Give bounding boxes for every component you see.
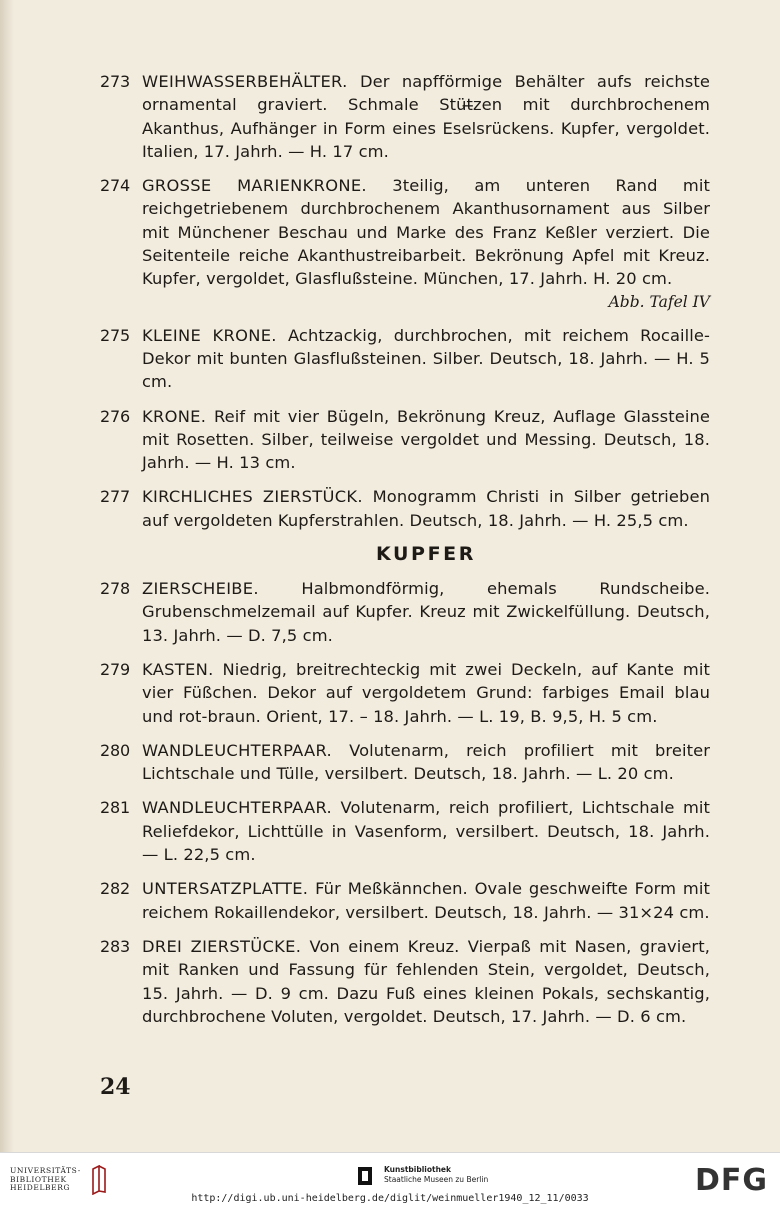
kunstbibliothek-subtitle: Staatliche Museen zu Berlin bbox=[384, 1175, 489, 1184]
entry-description: 3teilig, am unteren Rand mit reichgetriebenem durchbrochenem Akanthusornament aus Silber mit Münchener Beschau und Marke des Franz Keßler verziert. Die Seitenteile reiche Akanthustreibarbeit. Bekrönung Apfel mit Kreuz. Kupfer, vergoldet, Glasflußsteine. München, 17. Jahrh. H. 20 cm. bbox=[142, 176, 710, 289]
entry-description: Für Meßkännchen. Ovale geschweifte Form mit reichem Rokaillendekor, versilbert. Deutsch, 18. Jahrh. — 31×24 cm. bbox=[142, 879, 710, 922]
entry-title: ZIERSCHEIBE. bbox=[142, 579, 259, 599]
entry-text bbox=[142, 485, 710, 532]
entry-title: WEIHWASSERBEHÄLTER. bbox=[142, 72, 348, 91]
entry-title: KIRCHLICHES ZIERSTÜCK. bbox=[142, 487, 363, 507]
entry-title: WANDLEUCHTERPAAR. bbox=[142, 740, 333, 760]
entry-title: KASTEN. bbox=[142, 659, 214, 679]
catalogue-entry-276 bbox=[100, 405, 710, 475]
entry-title: DREI ZIERSTÜCKE. bbox=[142, 936, 302, 956]
entry-title: WANDLEUCHTERPAAR. bbox=[142, 798, 333, 818]
entry-description: Monogramm Christi in Silber getrieben auf vergoldeten Kupferstrahlen. Deutsch, 18. Jahrh. — H. 25,5 cm. bbox=[142, 487, 710, 530]
section-heading: KUPFER bbox=[376, 543, 476, 566]
entry-number: 275 bbox=[100, 325, 130, 345]
entry-text bbox=[142, 70, 710, 163]
catalogue-entry-279 bbox=[100, 658, 710, 728]
catalogue-entry-282 bbox=[100, 877, 710, 924]
page-number: 24 bbox=[100, 1074, 131, 1100]
entry-number: 277 bbox=[100, 487, 130, 507]
entry-description: Volutenarm, reich profiliert, Lichtschale mit Reliefdekor, Lichttülle in Vasenform, versilbert. Deutsch, 18. Jahrh. — L. 22,5 cm. bbox=[142, 798, 711, 865]
entry-description: Niedrig, breitrechteckig mit zwei Deckeln, auf Kante mit vier Füßchen. Dekor auf vergoldetem Grund: farbiges Email blau und rot-braun. Orient, 17. – 18. Jahrh. — L. 19, B. 9,5, H. 5 cm. bbox=[142, 659, 710, 726]
entry-text bbox=[142, 796, 710, 866]
kunstbibliothek-logo[interactable] bbox=[356, 1165, 488, 1187]
entry-title: KRONE. bbox=[142, 406, 207, 426]
kunstbibliothek-title: Kunstbibliothek bbox=[384, 1165, 452, 1174]
catalogue-entry-281 bbox=[100, 796, 710, 866]
entry-number: 273 bbox=[100, 72, 130, 91]
entry-number: 274 bbox=[100, 176, 130, 196]
catalogue-entry-274 bbox=[100, 174, 710, 312]
plate-reference: Abb. Tafel IV bbox=[608, 292, 710, 311]
kunstbibliothek-emblem-icon bbox=[356, 1165, 374, 1187]
catalogue-entry-277 bbox=[100, 485, 710, 532]
entry-title: UNTERSATZPLATTE. bbox=[142, 879, 309, 899]
catalogue-entry-275 bbox=[100, 324, 710, 394]
entry-text bbox=[142, 739, 710, 786]
entry-number: 279 bbox=[100, 659, 130, 679]
library-name: UNIVERSITÄTS- BIBLIOTHEK HEIDELBERG bbox=[10, 1166, 81, 1193]
entry-description: Volutenarm, reich profiliert mit breiter Lichtschale und Tülle, versilbert. Deutsch, 18. Jahrh. — L. 20 cm. bbox=[142, 740, 711, 784]
entry-title: KLEINE KRONE. bbox=[142, 325, 277, 345]
dfg-logo[interactable]: DFG bbox=[694, 1163, 768, 1198]
entry-text bbox=[142, 935, 710, 1028]
entry-text bbox=[142, 174, 710, 290]
entry-text bbox=[142, 877, 710, 924]
entry-text bbox=[142, 577, 710, 647]
catalogue-entry-280 bbox=[100, 739, 710, 786]
entry-number: 282 bbox=[100, 879, 130, 899]
catalogue-entry-278 bbox=[100, 577, 710, 647]
entry-description: Der napfförmige Behälter aufs reichste ornamental graviert. Schmale Stüt̶zen mit durchbrochenem Akanthus, Aufhänger in Form eines Eselsrückens. Kupfer, vergoldet. Italien, 17. Jahrh. — H. 17 cm. bbox=[142, 72, 710, 161]
entry-text bbox=[142, 405, 710, 475]
entry-description: Halbmondförmig, ehemals Rundscheibe. Grubenschmelzemail auf Kupfer. Kreuz mit Zwickelfüllung. Deutsch, 13. Jahrh. — D. 7,5 cm. bbox=[142, 579, 710, 645]
entry-number: 278 bbox=[100, 579, 130, 599]
catalogue-entries bbox=[100, 70, 710, 1039]
heidelberg-library-logo[interactable] bbox=[10, 1165, 109, 1195]
entry-number: 283 bbox=[100, 936, 130, 956]
library-emblem-icon bbox=[87, 1165, 109, 1195]
entry-number: 280 bbox=[100, 740, 130, 760]
catalogue-entry-273 bbox=[100, 70, 710, 163]
entry-text bbox=[142, 324, 710, 394]
entry-description: Achtzackig, durchbrochen, mit reichem Rocaille-Dekor mit bunten Glasflußsteinen. Silber. Deutsch, 18. Jahrh. — H. 5 cm. bbox=[142, 325, 710, 392]
permalink-url[interactable]: http://digi.ub.uni-heidelberg.de/diglit/weinmueller1940_12_11/0033 bbox=[191, 1193, 589, 1204]
entry-number: 276 bbox=[100, 406, 130, 426]
entry-description: Reif mit vier Bügeln, Bekrönung Kreuz, Auflage Glassteine mit Rosetten. Silber, teilweise vergoldet und Messing. Deutsch, 18. Jahrh. — H. 13 cm. bbox=[142, 406, 710, 473]
entry-text bbox=[142, 658, 710, 728]
entry-number: 281 bbox=[100, 798, 130, 818]
entry-description: Von einem Kreuz. Vierpaß mit Nasen, graviert, mit Ranken und Fassung für fehlenden Stein, vergoldet, Deutsch, 15. Jahrh. — D. 9 cm. Dazu Fuß eines kleinen Pokals, sechskantig, durchbrochene Voluten, vergoldet. Deutsch, 17. Jahrh. — D. 6 cm. bbox=[142, 936, 710, 1026]
entry-title: GROSSE MARIENKRONE. bbox=[142, 176, 367, 196]
catalogue-entry-283 bbox=[100, 935, 710, 1028]
